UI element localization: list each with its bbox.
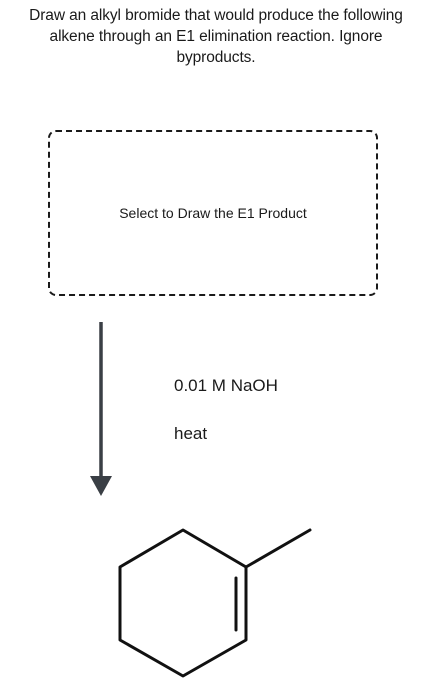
cyclohexene-ring xyxy=(120,530,246,676)
draw-product-area[interactable] xyxy=(48,130,378,296)
question-line-2: alkene through an E1 elimination reaction. Ignore xyxy=(49,28,383,45)
reagent-label: 0.01 M NaOH xyxy=(174,376,278,395)
question-text xyxy=(0,5,432,68)
question-line-3: byproducts. xyxy=(176,49,256,66)
reaction-arrow-icon xyxy=(88,322,114,497)
question-line-1: Draw an alkyl bromide that would produce the following xyxy=(29,7,403,24)
methyl-bond xyxy=(246,530,310,567)
draw-product-label: Select to Draw the E1 Product xyxy=(119,205,307,221)
condition-label: heat xyxy=(174,424,208,443)
methylcyclohexene-structure xyxy=(110,520,320,680)
